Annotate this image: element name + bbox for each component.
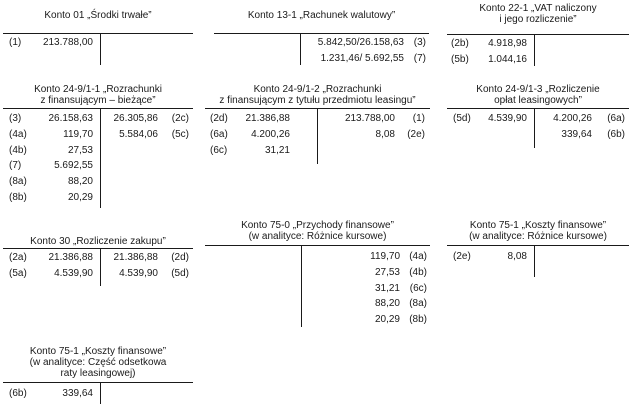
account-title: Konto 24-9/1-3 „Rozliczenie opłat leasingowych”: [476, 84, 600, 106]
credit-amount: 4.200,26: [553, 113, 592, 124]
credit-ref: (5c): [171, 128, 189, 140]
debit-amount: 339,64: [62, 388, 93, 399]
debit-ref: (5b): [451, 53, 469, 65]
debit-ref: (1): [9, 37, 22, 48]
account-title: Konto 75-0 „Przychody finansowe” (w analityce: Różnice kursowe): [241, 220, 394, 242]
credit-ref: (6b): [607, 128, 625, 140]
account-title: Konto 22-1 „VAT naliczony i jego rozliczenie”: [479, 3, 597, 25]
credit-amount: 339,64: [561, 128, 592, 140]
account-title: Konto 01 „Środki trwałe”: [44, 10, 152, 21]
credit-ref: (3): [413, 37, 426, 48]
debit-amount: 4.200,26: [251, 128, 290, 140]
account-24-9-1-2: [205, 84, 430, 164]
debit-ref: (6c): [210, 144, 228, 156]
t-account-vertical-line: [100, 33, 101, 65]
debit-amount: 8,08: [507, 251, 527, 262]
account-title: Konto 24-9/1-1 „Rozrachunki z finansującym – bieżące”: [34, 84, 162, 106]
debit-amount: 21.386,88: [245, 113, 290, 124]
credit-ref: (8a): [409, 298, 427, 310]
debit-amount: 4.918,98: [488, 38, 527, 49]
credit-ref: (2c): [171, 113, 189, 124]
account-75-1-interest: [3, 346, 193, 408]
credit-ref: (2d): [171, 252, 189, 263]
account-75-1-exchange: [447, 220, 629, 280]
t-account-vertical-line: [300, 33, 301, 65]
credit-ref: (4a): [409, 251, 427, 262]
account-24-9-1-3: [447, 84, 629, 154]
t-account-vertical-line: [100, 382, 101, 404]
credit-amount: 1.231,46/ 5.692,55: [320, 52, 404, 64]
t-account-horizontal-line: [214, 33, 429, 34]
credit-ref: (8b): [409, 314, 427, 326]
debit-ref: (2e): [453, 251, 471, 262]
debit-ref: (7): [9, 160, 22, 172]
t-account-vertical-line: [317, 108, 318, 164]
credit-ref: (6a): [607, 113, 625, 124]
debit-ref: (4a): [9, 128, 27, 140]
debit-amount: 26.158,63: [48, 113, 93, 124]
t-account-vertical-line: [100, 248, 101, 286]
t-account-horizontal-line: [3, 248, 193, 249]
debit-ref: (8a): [9, 176, 27, 188]
debit-amount: 21.386,88: [48, 252, 93, 263]
t-account-vertical-line: [534, 108, 535, 148]
credit-ref: (1): [412, 113, 425, 124]
debit-ref: (5d): [453, 113, 471, 124]
credit-ref: (2e): [407, 128, 425, 140]
credit-amount: 4.539,90: [119, 267, 158, 279]
debit-ref: (6a): [210, 128, 228, 140]
debit-ref: (2d): [210, 113, 228, 124]
debit-amount: 20,29: [67, 192, 93, 203]
credit-amount: 8,08: [375, 128, 395, 140]
account-30: [3, 236, 193, 296]
account-24-9-1-1: [3, 84, 193, 204]
credit-amount: 31,21: [374, 282, 400, 294]
credit-amount: 26.305,86: [113, 113, 158, 124]
t-account-horizontal-line: [3, 382, 193, 383]
debit-ref: (2b): [451, 38, 469, 49]
debit-amount: 27,53: [67, 144, 93, 156]
t-account-horizontal-line: [3, 108, 193, 109]
credit-amount: 119,70: [370, 251, 400, 262]
account-title: Konto 75-1 „Koszty finansowe” (w analityce: Część odsetkowa raty leasingowej): [29, 346, 167, 379]
debit-amount: 213.788,00: [42, 37, 93, 48]
credit-ref: (5d): [171, 267, 189, 279]
debit-amount: 88,20: [67, 176, 93, 188]
debit-ref: (5a): [9, 267, 27, 279]
account-title: Konto 30 „Rozliczenie zakupu”: [30, 236, 166, 247]
debit-amount: 4.539,90: [488, 113, 527, 124]
t-account-horizontal-line: [447, 245, 629, 246]
account-22-1: [447, 3, 629, 68]
account-75-0: [205, 220, 430, 330]
account-13-1: [214, 10, 429, 70]
credit-amount: 5.842,50/26.158,63: [317, 37, 404, 48]
t-account-horizontal-line: [447, 108, 629, 109]
t-account-horizontal-line: [3, 33, 193, 34]
account-title: Konto 75-1 „Koszty finansowe” (w analityce: Różnice kursowe): [469, 220, 607, 242]
credit-amount: 20,29: [374, 314, 400, 326]
credit-ref: (6c): [409, 282, 427, 294]
account-title: Konto 13-1 „Rachunek walutowy”: [247, 10, 396, 21]
t-account-vertical-line: [100, 108, 101, 208]
t-account-vertical-line: [534, 34, 535, 66]
credit-amount: 27,53: [374, 266, 400, 278]
debit-amount: 5.692,55: [54, 160, 93, 172]
debit-ref: (3): [9, 113, 22, 124]
credit-ref: (7): [413, 52, 426, 64]
account-01: [3, 10, 193, 70]
t-account-horizontal-line: [205, 245, 430, 246]
debit-amount: 1.044,16: [488, 53, 527, 65]
debit-ref: (6b): [9, 388, 27, 399]
t-account-vertical-line: [534, 245, 535, 277]
t-account-horizontal-line: [447, 34, 629, 35]
debit-amount: 31,21: [264, 144, 290, 156]
credit-amount: 5.584,06: [119, 128, 158, 140]
debit-amount: 4.539,90: [54, 267, 93, 279]
credit-ref: (4b): [409, 266, 427, 278]
debit-ref: (2a): [9, 252, 27, 263]
t-account-vertical-line: [301, 245, 302, 327]
debit-ref: (8b): [9, 192, 27, 203]
debit-amount: 119,70: [63, 128, 93, 140]
credit-amount: 88,20: [374, 298, 400, 310]
credit-amount: 213.788,00: [344, 113, 395, 124]
credit-amount: 21.386,88: [113, 252, 158, 263]
debit-ref: (4b): [9, 144, 27, 156]
account-title: Konto 24-9/1-2 „Rozrachunki z finansującym z tytułu przedmiotu leasingu”: [219, 84, 416, 106]
